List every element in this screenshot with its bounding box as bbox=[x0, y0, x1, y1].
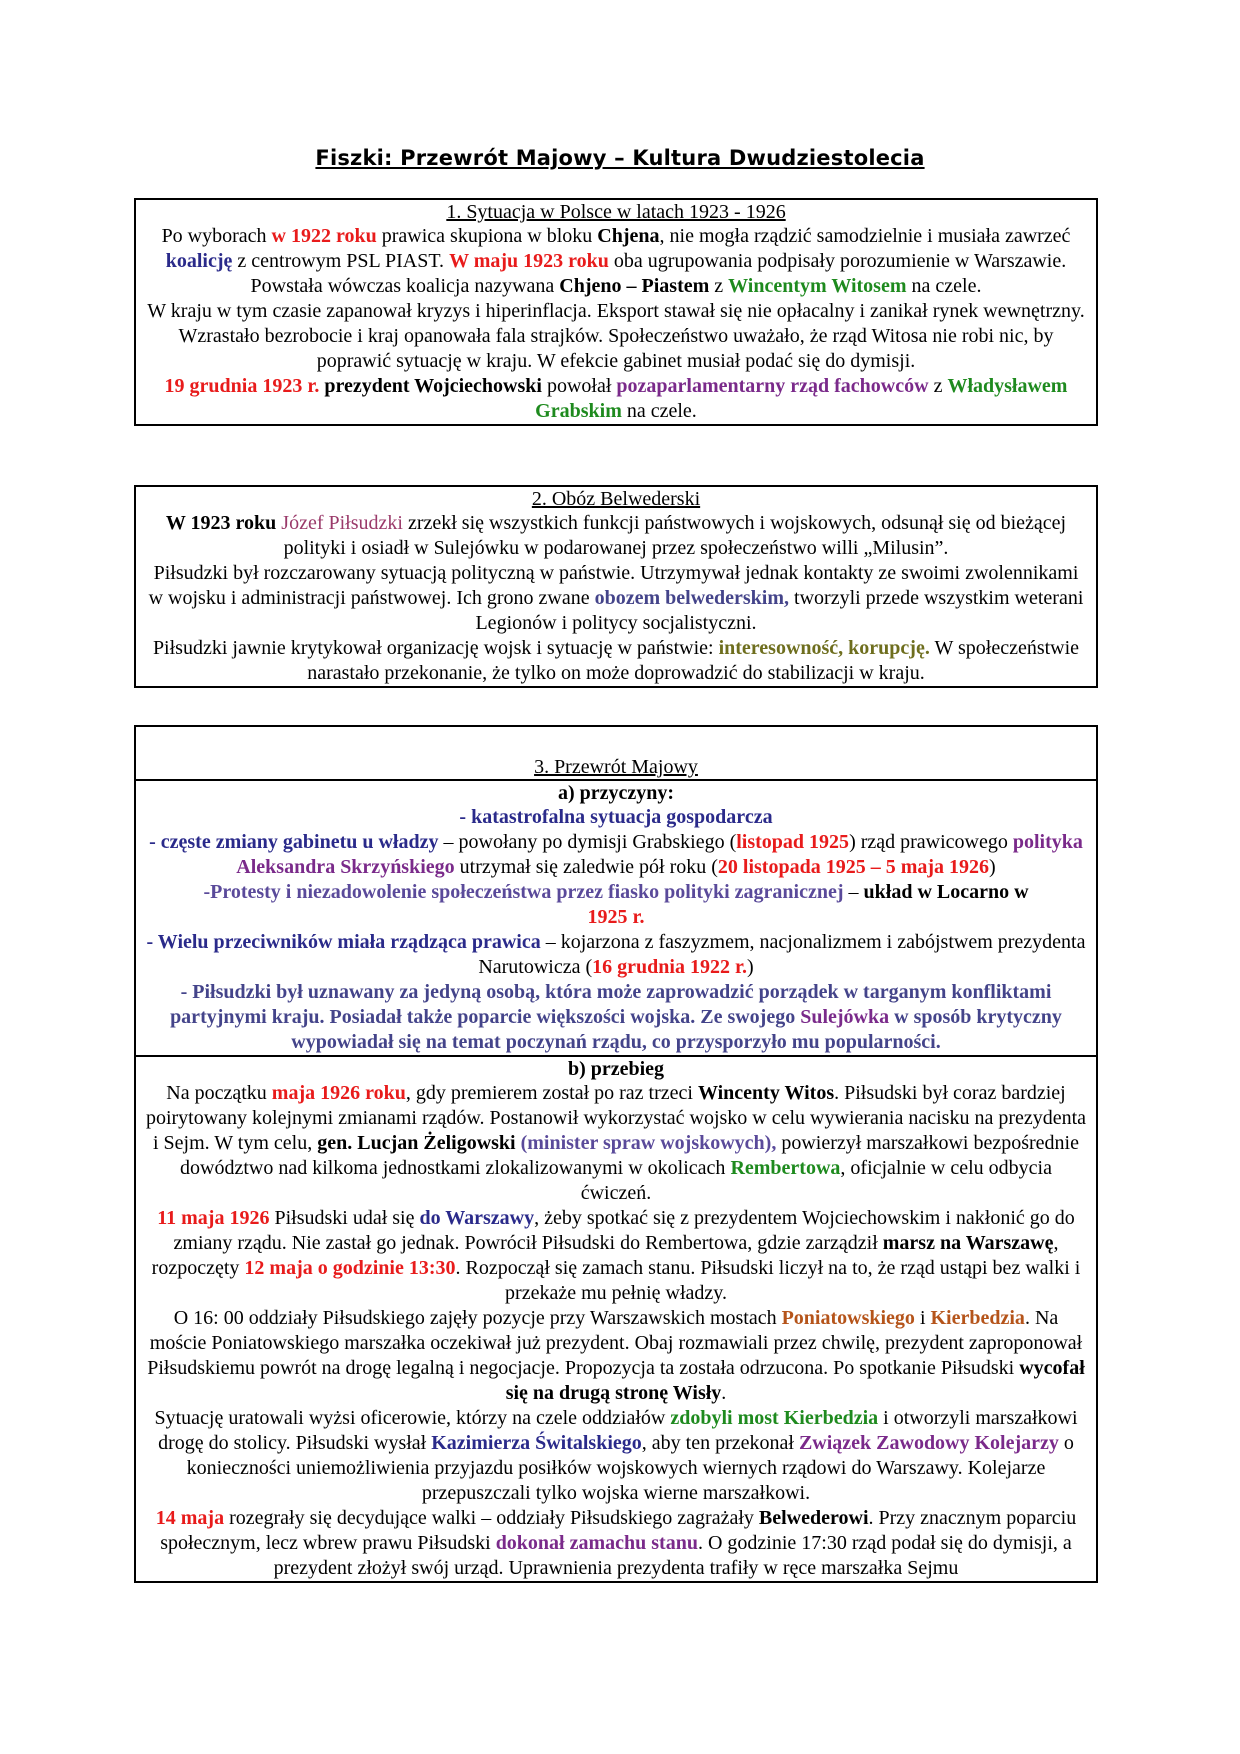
text: powierzył marszałkowi bezpośrednie dowództwo nad kilkoma jednostkami zlokalizowanymi w okolicach bbox=[180, 1132, 1079, 1179]
highlight-term: zdobyli most Kierbedzia bbox=[670, 1407, 879, 1429]
section-2-heading: 2. Obóz Belwederski bbox=[531, 488, 701, 510]
text: i bbox=[914, 1307, 931, 1329]
section-1-box bbox=[134, 198, 1098, 426]
highlight-date: listopad 1925 bbox=[736, 831, 850, 853]
text: , rozpoczęty bbox=[151, 1232, 1059, 1279]
section-3-box bbox=[134, 725, 1098, 1583]
text: . bbox=[721, 1382, 727, 1404]
highlight-term: Chjena bbox=[597, 225, 660, 247]
section-3-heading: 3. Przewrót Majowy bbox=[534, 756, 698, 778]
text: , nie mogła rządzić samodzielnie i musiała zawrzeć bbox=[659, 225, 1071, 247]
text: Piłsudzki był rozczarowany sytuacją polityczną w państwie. Utrzymywał jednak kontakty ze swoimi zwolennikami w wojsku i administracji państwowej. Ich grono zwane bbox=[148, 562, 1079, 609]
highlight-term: obozem belwederskim, bbox=[594, 587, 790, 609]
text: Na początku bbox=[166, 1082, 272, 1104]
highlight-date: 16 grudnia 1922 r. bbox=[592, 956, 747, 978]
section-2-body bbox=[136, 511, 1096, 686]
highlight-term: (minister spraw wojskowych), bbox=[520, 1132, 777, 1154]
highlight-date: 11 maja 1926 bbox=[157, 1207, 270, 1229]
highlight-date: 1925 r. bbox=[587, 906, 645, 928]
course-heading: b) przebieg bbox=[567, 1058, 665, 1080]
highlight-person: polityka Aleksandra Skrzyńskiego bbox=[236, 831, 1083, 878]
text: rozegrały się decydujące walki – oddziały Piłsudskiego zagrażały bbox=[224, 1507, 759, 1529]
highlight-term: Chjeno – Piastem bbox=[559, 275, 710, 297]
highlight-person: Wincenty Witos bbox=[697, 1082, 835, 1104]
text: . Przy znacznym poparciu społecznym, lecz wbrew prawu Piłsudski bbox=[160, 1507, 1077, 1554]
highlight-date: w 1922 roku bbox=[271, 225, 377, 247]
highlight-place: do Warszawy bbox=[419, 1207, 535, 1229]
text: utrzymał się zaledwie pół roku ( bbox=[454, 856, 718, 878]
causes-heading: a) przyczyny: bbox=[557, 782, 675, 804]
highlight-date: 20 listopada 1925 – 5 maja 1926 bbox=[717, 856, 990, 878]
highlight-date: W maju 1923 roku bbox=[449, 250, 609, 272]
cause-item: - Piłsudzki był uznawany za jedyną osobą, która może zaprowadzić porządek w targanym konfliktami partyjnymi kraju. Posiadał także poparcie większości wojska. Ze swojego bbox=[170, 981, 1052, 1028]
cause-item: -Protesty i niezadowolenie społeczeństwa przez fiasko polityki zagranicznej bbox=[203, 881, 844, 903]
text: z bbox=[928, 375, 948, 397]
text: i otworzyli marszałkowi drogę do stolicy. Piłsudski wysłał bbox=[158, 1407, 1078, 1454]
highlight-date: 19 grudnia 1923 r. bbox=[164, 375, 320, 397]
text: oba ugrupowania podpisały porozumienie w Warszawie. Powstała wówczas koalicja nazywana bbox=[250, 250, 1067, 297]
text: . Rozpoczął się zamach stanu. Piłsudski liczył na to, że rząd ustąpi bez walki i przekaże mu pełnię władzy. bbox=[455, 1257, 1081, 1304]
text: W społeczeństwie narastało przekonanie, że tylko on może doprowadzić do stabilizacji w kraju. bbox=[307, 637, 1080, 684]
text: prawica skupiona w bloku bbox=[376, 225, 598, 247]
highlight-place: Sulejówka bbox=[800, 1006, 890, 1028]
text: tworzyli przede wszystkim weterani Legionów i politycy socjalistyczni. bbox=[475, 587, 1084, 634]
text: , żeby spotkać się z prezydentem Wojciechowskim i nakłonić go do zmiany rządu. Nie zastał go jednak. Powrócił Piłsudski do Rembertowa, gdzie zarządził bbox=[173, 1207, 1075, 1254]
text: – kojarzona z faszyzmem, nacjonalizmem i zabójstwem prezydenta Narutowicza ( bbox=[478, 931, 1086, 978]
highlight-person: gen. Lucjan Żeligowski bbox=[317, 1132, 516, 1154]
highlight-term: Związek Zawodowy Kolejarzy bbox=[798, 1432, 1059, 1454]
highlight-place: Rembertowa bbox=[730, 1157, 841, 1179]
paragraph: W kraju w tym czasie zapanował kryzys i hiperinflacja. Eksport stawał się nie opłacalny i zanikał rynek wewnętrzny. Wzrastało bezrobocie i kraj opanowała fala strajków. Społeczeństwo uważało, że rząd Witosa nie robi nic, by poprawić sytuację w kraju. W efekcie gabinet musiał podać się do dymisji. bbox=[147, 300, 1085, 372]
text: Piłsudski udał się bbox=[269, 1207, 420, 1229]
cause-item: - katastrofalna sytuacja gospodarcza bbox=[459, 806, 773, 828]
causes-body bbox=[136, 805, 1096, 1055]
highlight-place: Belwederowi bbox=[758, 1507, 869, 1529]
text: z bbox=[709, 275, 729, 297]
text: O 16: 00 oddziały Piłsudskiego zajęły pozycje przy Warszawskich mostach bbox=[173, 1307, 782, 1329]
text: . O godzinie 17:30 rząd podał się do dymisji, a prezydent złożył swój urząd. Uprawnienia prezydenta trafiły w ręce marszałka Sejmu bbox=[273, 1532, 1072, 1579]
text: o konieczności uniemożliwienia przyjazdu posiłków wojskowych wiernych rządowi do Warszawy. Kolejarze przepuszczali tylko wojska wierne marszałkowi. bbox=[186, 1432, 1074, 1504]
text: . Piłsudski był coraz bardziej poirytowany kolejnymi zmianami rządów. Postanowił wykorzystać wojsko w celu wywierania nacisku na prezydenta i Sejm. W tym celu, bbox=[145, 1082, 1087, 1154]
cause-item: w sposób krytyczny wypowiadał się na temat poczynań rządu, co przysporzyło mu popularności. bbox=[291, 1006, 1062, 1053]
text: ) rząd prawicowego bbox=[849, 831, 1013, 853]
highlight-term: pozaparlamentarny rząd fachowców bbox=[616, 375, 929, 397]
highlight-person: Wincentym Witosem bbox=[728, 275, 907, 297]
highlight-term: interesowność, korupcję. bbox=[718, 637, 930, 659]
highlight-date: 14 maja bbox=[155, 1507, 225, 1529]
text: ) bbox=[989, 856, 996, 878]
highlight-place: Poniatowskiego bbox=[781, 1307, 915, 1329]
text: z centrowym PSL PIAST. bbox=[232, 250, 450, 272]
text: Piłsudzki jawnie krytykował organizację wojsk i sytuację w państwie: bbox=[152, 637, 719, 659]
text: zrzekł się wszystkich funkcji państwowych i wojskowych, odsunął się od bieżącej polityki i osiadł w Sulejówku w podarowanej przez społeczeństwo willi „Milusin”. bbox=[283, 512, 1067, 559]
highlight-date: maja 1926 roku bbox=[271, 1082, 406, 1104]
highlight-term: układ w Locarno w bbox=[863, 881, 1029, 903]
text: Sytuację uratowali wyżsi oficerowie, którzy na czele oddziałów bbox=[154, 1407, 671, 1429]
text: na czele. bbox=[906, 275, 982, 297]
highlight-term: koalicję bbox=[165, 250, 233, 272]
text: , aby ten przekonał bbox=[641, 1432, 799, 1454]
section-1-body bbox=[136, 224, 1096, 424]
highlight-person: Władysławem Grabskim bbox=[535, 375, 1068, 422]
section-2-box bbox=[134, 485, 1098, 688]
highlight-date: W 1923 roku bbox=[165, 512, 277, 534]
section-1-heading: 1. Sytuacja w Polsce w latach 1923 - 1926 bbox=[446, 201, 786, 223]
text: – bbox=[843, 881, 864, 903]
text: , oficjalnie w celu odbycia ćwiczeń. bbox=[580, 1157, 1052, 1204]
highlight-person: Kazimierza Świtalskiego bbox=[431, 1432, 642, 1454]
page-title: Fiszki: Przewrót Majowy – Kultura Dwudziestolecia bbox=[315, 146, 925, 170]
course-body bbox=[136, 1081, 1096, 1581]
cause-item: - Wielu przeciwników miała rządząca prawica bbox=[146, 931, 541, 953]
cause-item: - częste zmiany gabinetu u władzy bbox=[149, 831, 439, 853]
text: . Na moście Poniatowskiego marszałka oczekiwał już prezydent. Obaj rozmawiali przez chwilę, prezydent zaproponował Piłsudskiemu powrót na drogę legalną i negocjacje. Propozycja ta została odrzucona. Po spotkanie Piłsudski bbox=[147, 1307, 1083, 1379]
highlight-date: 12 maja o godzinie 13:30 bbox=[244, 1257, 456, 1279]
text: – powołany po dymisji Grabskiego ( bbox=[438, 831, 737, 853]
highlight-term: marsz na Warszawę bbox=[882, 1232, 1054, 1254]
text: powołał bbox=[541, 375, 617, 397]
highlight-place: Kierbedzia bbox=[930, 1307, 1025, 1329]
highlight-term: wycofał się na drugą stronę Wisły bbox=[505, 1357, 1085, 1404]
section-3-heading-cell bbox=[136, 727, 1096, 779]
text: ) bbox=[747, 956, 754, 978]
text: na czele. bbox=[621, 400, 697, 422]
highlight-term: prezydent Wojciechowski bbox=[319, 375, 542, 397]
text: Po wyborach bbox=[161, 225, 272, 247]
text: , gdy premierem został po raz trzeci bbox=[405, 1082, 698, 1104]
highlight-term: dokonał zamachu stanu bbox=[495, 1532, 698, 1554]
highlight-person: Józef Piłsudzki bbox=[281, 512, 403, 534]
